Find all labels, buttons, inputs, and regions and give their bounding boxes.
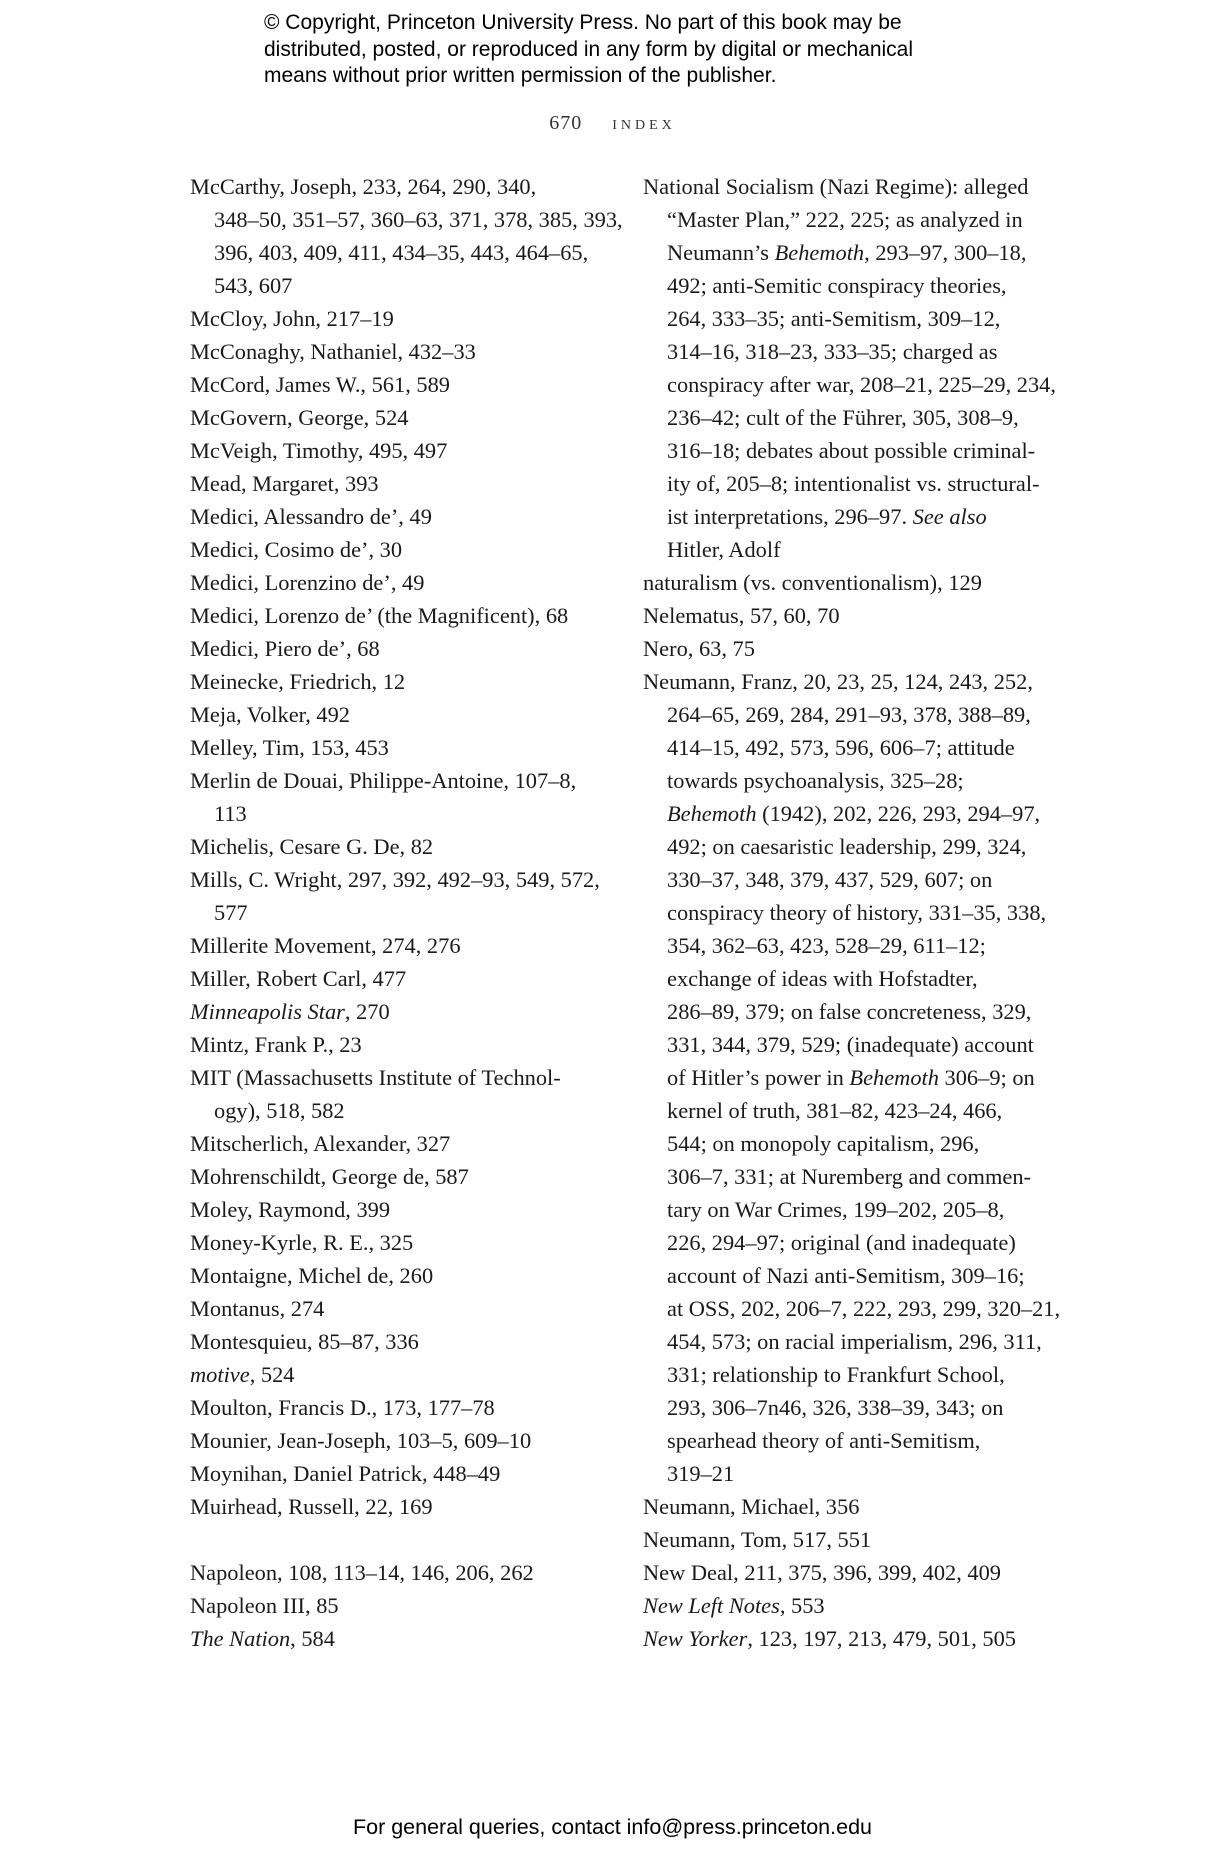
index-entry: Meinecke, Friedrich, 12 [190,669,406,694]
index-entry-continuation: 348–50, 351–57, 360–63, 371, 378, 385, 393, [214,207,623,232]
italic-title: Behemoth [849,1065,939,1090]
index-entry-continuation: 331; relationship to Frankfurt School, [667,1362,1005,1387]
index-entry-continuation: 354, 362–63, 423, 528–29, 611–12; [667,933,986,958]
index-entry: Mounier, Jean-Joseph, 103–5, 609–10 [190,1428,532,1453]
index-entry: Napoleon III, 85 [190,1593,339,1618]
index-entry-continuation: ogy), 518, 582 [214,1098,345,1123]
index-entry-continuation: 492; anti-Semitic conspiracy theories, [667,273,1007,298]
index-entry-continuation: 226, 294–97; original (and inadequate) [667,1230,1016,1255]
index-entry-continuation: 492; on caesaristic leadership, 299, 324, [667,834,1027,859]
index-entry: Money-Kyrle, R. E., 325 [190,1230,414,1255]
index-entry: Moulton, Francis D., 173, 177–78 [190,1395,495,1420]
index-entry-continuation: Neumann’s Behemoth, 293–97, 300–18, [667,240,1027,265]
index-entry-continuation: 319–21 [667,1461,735,1486]
index-entry: Muirhead, Russell, 22, 169 [190,1494,433,1519]
index-entry-continuation: 543, 607 [214,273,293,298]
index-entry-continuation: towards psychoanalysis, 325–28; [667,768,964,793]
index-entry-continuation: 293, 306–7n46, 326, 338–39, 343; on [667,1395,1004,1420]
index-entry-continuation: tary on War Crimes, 199–202, 205–8, [667,1197,1005,1222]
index-entry-continuation: conspiracy theory of history, 331–35, 338, [667,900,1047,925]
index-entry: Mills, C. Wright, 297, 392, 492–93, 549, 572, [190,867,600,892]
index-entry: Medici, Lorenzo de’ (the Magnificent), 68 [190,603,569,628]
index-entry-continuation: 577 [214,900,248,925]
index-entry: MIT (Massachusetts Institute of Technol- [190,1065,561,1090]
index-entry: Montaigne, Michel de, 260 [190,1263,434,1288]
index-entry: Mintz, Frank P., 23 [190,1032,362,1057]
index-entry-continuation: 330–37, 348, 379, 437, 529, 607; on [667,867,993,892]
index-entry-continuation: 286–89, 379; on false concreteness, 329, [667,999,1032,1024]
index-entry: National Socialism (Nazi Regime): alleged [643,174,1029,199]
index-entry-continuation: 316–18; debates about possible criminal- [667,438,1036,463]
index-entry-continuation: 396, 403, 409, 411, 434–35, 443, 464–65, [214,240,589,265]
index-entry-continuation: conspiracy after war, 208–21, 225–29, 234, [667,372,1056,397]
index-entry: McConaghy, Nathaniel, 432–33 [190,339,476,364]
index-entry: Medici, Alessandro de’, 49 [190,504,432,529]
index-entry-continuation: ist interpretations, 296–97. See also [667,504,987,529]
index-entry: Miller, Robert Carl, 477 [190,966,407,991]
index-entry: Montesquieu, 85–87, 336 [190,1329,419,1354]
index-entry-continuation: of Hitler’s power in Behemoth 306–9; on [667,1065,1035,1090]
index-entry: Mitscherlich, Alexander, 327 [190,1131,451,1156]
index-entry: Montanus, 274 [190,1296,325,1321]
index-entry: Mead, Margaret, 393 [190,471,379,496]
page-number: 670 [549,112,583,134]
index-entry-continuation: “Master Plan,” 222, 225; as analyzed in [667,207,1023,232]
copyright-line: means without prior written permission of the publisher. [264,64,777,87]
italic-title: Minneapolis Star [190,999,345,1024]
index-entry-continuation: 236–42; cult of the Führer, 305, 308–9, [667,405,1019,430]
italic-title: New Left Notes [643,1593,780,1618]
index-entry-continuation: spearhead theory of anti-Semitism, [667,1428,981,1453]
index-entry: Merlin de Douai, Philippe-Antoine, 107–8, [190,768,577,793]
italic-title: Behemoth [667,801,757,826]
index-entry-continuation: 264, 333–35; anti-Semitism, 309–12, [667,306,1001,331]
index-entry: motive, 524 [190,1362,295,1387]
index-entry: New Yorker, 123, 197, 213, 479, 501, 505 [643,1626,1016,1651]
index-entry-continuation: ity of, 205–8; intentionalist vs. structural- [667,471,1040,496]
copyright-line: distributed, posted, or reproduced in any form by digital or mechanical [264,37,914,61]
index-column-left [190,170,623,1655]
index-entry: Napoleon, 108, 113–14, 146, 206, 262 [190,1560,534,1585]
index-entry: McCord, James W., 561, 589 [190,372,450,397]
running-head [0,112,1225,135]
copyright-line: © Copyright, Princeton University Press. No part of this book may be [264,11,902,34]
index-entry-continuation: 314–16, 318–23, 333–35; charged as [667,339,998,364]
index-entry: naturalism (vs. conventionalism), 129 [643,570,982,595]
index-entry: McGovern, George, 524 [190,405,409,430]
italic-title: See also [912,504,987,529]
index-entry-continuation: Behemoth (1942), 202, 226, 293, 294–97, [667,801,1041,826]
index-entry: New Deal, 211, 375, 396, 399, 402, 409 [643,1560,1001,1585]
copyright-notice [264,10,1024,90]
italic-title: motive [190,1362,250,1387]
italic-title: The Nation [190,1626,291,1651]
index-entry-continuation: 264–65, 269, 284, 291–93, 378, 388–89, [667,702,1031,727]
index-entry-continuation: 331, 344, 379, 529; (inadequate) account [667,1032,1034,1057]
index-entry: Nelematus, 57, 60, 70 [643,603,840,628]
index-column-right [643,170,1063,1655]
italic-title: New Yorker [643,1626,748,1651]
index-entry-continuation: exchange of ideas with Hofstadter, [667,966,978,991]
index-entry-continuation: 544; on monopoly capitalism, 296, [667,1131,980,1156]
index-entry: Meja, Volker, 492 [190,702,350,727]
index-entry: Michelis, Cesare G. De, 82 [190,834,434,859]
index-entry: McVeigh, Timothy, 495, 497 [190,438,448,463]
index-entry-continuation: 113 [214,801,247,826]
index-entry-continuation: account of Nazi anti-Semitism, 309–16; [667,1263,1025,1288]
index-entry: Medici, Piero de’, 68 [190,636,380,661]
index-entry-continuation: 414–15, 492, 573, 596, 606–7; attitude [667,735,1015,760]
index-entry: The Nation, 584 [190,1626,335,1651]
index-entry-continuation: 306–7, 331; at Nuremberg and commen- [667,1164,1031,1189]
index-entry-continuation: kernel of truth, 381–82, 423–24, 466, [667,1098,1003,1123]
index-entry: Nero, 63, 75 [643,636,755,661]
index-entry: Millerite Movement, 274, 276 [190,933,461,958]
index-entry: Neumann, Tom, 517, 551 [643,1527,872,1552]
index-entry-continuation: at OSS, 202, 206–7, 222, 293, 299, 320–21, [667,1296,1061,1321]
italic-title: Behemoth [774,240,865,265]
index-entry: Neumann, Franz, 20, 23, 25, 124, 243, 252, [643,669,1033,694]
index-entry: Moley, Raymond, 399 [190,1197,391,1222]
index-entry-continuation: 454, 573; on racial imperialism, 296, 311, [667,1329,1042,1354]
index-entry: Medici, Cosimo de’, 30 [190,537,403,562]
index-entry: Minneapolis Star, 270 [190,999,390,1024]
index-entry: Moynihan, Daniel Patrick, 448–49 [190,1461,501,1486]
index-entry: Medici, Lorenzino de’, 49 [190,570,425,595]
index-entry: McCarthy, Joseph, 233, 264, 290, 340, [190,174,537,199]
letter-group-gap [190,1523,600,1556]
footer-contact: For general queries, contact info@press.princeton.edu [352,1815,872,1839]
index-entry: McCloy, John, 217–19 [190,306,394,331]
index-entry: Melley, Tim, 153, 453 [190,735,389,760]
index-entry: Mohrenschildt, George de, 587 [190,1164,469,1189]
index-entry: Neumann, Michael, 356 [643,1494,860,1519]
section-title: index [612,112,676,134]
index-entry-continuation: Hitler, Adolf [667,537,781,562]
index-entry: New Left Notes, 553 [643,1593,825,1618]
